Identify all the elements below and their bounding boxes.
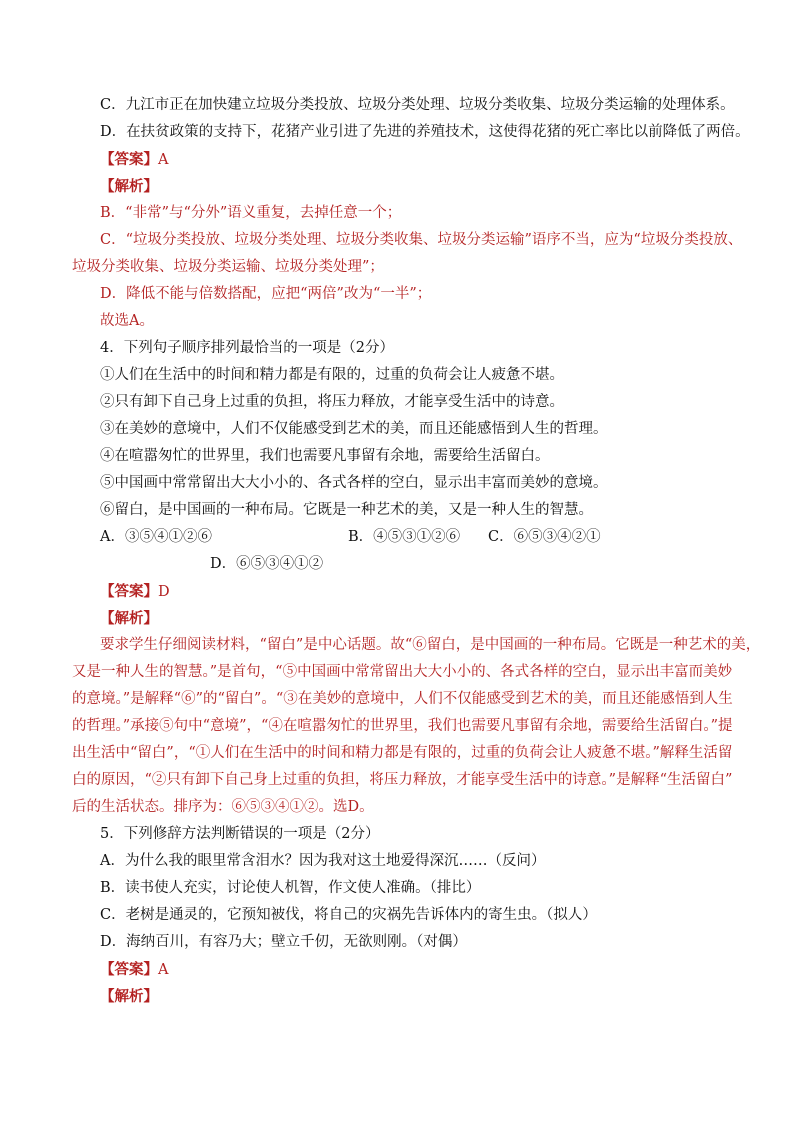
q4-options-row-1 [72, 524, 722, 551]
q3-analysis-line: C．“垃圾分类投放、垃圾分类处理、垃圾分类收集、垃圾分类运输”语序不当，应为“垃圾分类投放、 [100, 232, 743, 248]
q3-analysis-line: B．“非常”与“分外”语义重复，去掉任意一个； [100, 205, 402, 221]
q4-analysis-label: 【解析】 [100, 610, 158, 627]
q4-analysis-line: 的哲理。”承接⑤句中“意境”，“④在喧嚣匆忙的世界里，我们也需要凡事留有余地，需要给生活留白。”提 [72, 718, 733, 734]
q3-analysis-line: 垃圾分类收集、垃圾分类运输、垃圾分类处理”； [72, 259, 384, 275]
answer-label: 【答案】 [100, 961, 158, 978]
answer-value: D [158, 584, 170, 600]
q4-option-d: D．⑥⑤③④①② [210, 556, 324, 572]
q4-analysis-line: 白的原因，“②只有卸下自己身上过重的负担，将压力释放，才能享受生活中的诗意。”是解释“生活留白” [72, 772, 733, 788]
q5-option: D．海纳百川，有容乃大；壁立千仞，无欲则刚。（对偶） [100, 934, 467, 950]
q3-analysis-line: 故选A。 [100, 313, 154, 329]
q4-answer [72, 578, 722, 605]
q4-sentence: ③在美妙的意境中，人们不仅能感受到艺术的美，而且还能感悟到人生的哲理。 [100, 421, 608, 437]
q4-sentence: ②只有卸下自己身上过重的负担，将压力释放，才能享受生活中的诗意。 [100, 394, 564, 410]
q4-option-b: B．④⑤③①②⑥ [348, 529, 461, 545]
q4-analysis-line: 又是一种人生的智慧。”是首句，“⑤中国画中常常留出大大小小的、各式各样的空白，显示出丰富而美妙 [72, 664, 733, 680]
q4-analysis-line: 出生活中“留白”，“①人们在生活中的时间和精力都是有限的，过重的负荷会让人疲惫不堪。”解释生活留 [72, 745, 733, 761]
q3-option-d: D．在扶贫政策的支持下，花猪产业引进了先进的养殖技术，这使得花猪的死亡率比以前降低了两倍。 [100, 124, 750, 140]
answer-value: A [158, 152, 169, 168]
q4-option-a: A．③⑤④①②⑥ [100, 529, 212, 545]
q5-stem: 5．下列修辞方法判断错误的一项是（2分） [100, 826, 380, 842]
page-content [72, 92, 761, 1010]
q4-analysis-line: 要求学生仔细阅读材料，“留白”是中心话题。故“⑥留白，是中国画的一种布局。它既是一种艺术的美， [100, 637, 761, 653]
q3-option-c: C．九江市正在加快建立垃圾分类投放、垃圾分类处理、垃圾分类收集、垃圾分类运输的处理体系。 [100, 97, 735, 113]
q4-sentence: ④在喧嚣匆忙的世界里，我们也需要凡事留有余地，需要给生活留白。 [100, 448, 550, 464]
q3-analysis-line: D．降低不能与倍数搭配，应把“两倍”改为“一半”； [100, 286, 432, 302]
q5-answer [72, 956, 722, 983]
answer-value: A [158, 962, 169, 978]
answer-label: 【答案】 [100, 583, 158, 600]
q5-option: A．为什么我的眼里常含泪水？因为我对这土地爱得深沉……（反问） [100, 853, 546, 869]
q3-answer [72, 146, 722, 173]
q5-option: C．老树是通灵的，它预知被伐，将自己的灾祸先告诉体内的寄生虫。（拟人） [100, 907, 597, 923]
q3-analysis-label: 【解析】 [100, 178, 158, 195]
q4-sentence: ①人们在生活中的时间和精力都是有限的，过重的负荷会让人疲惫不堪。 [100, 367, 564, 383]
q4-analysis [72, 632, 761, 821]
q4-sentence: ⑤中国画中常常留出大大小小的、各式各样的空白，显示出丰富而美妙的意境。 [100, 475, 608, 491]
q4-option-c: C．⑥⑤③④②① [488, 529, 601, 545]
q5-analysis-label: 【解析】 [100, 988, 158, 1005]
answer-label: 【答案】 [100, 151, 158, 168]
q4-analysis-line: 后的生活状态。排序为：⑥⑤③④①②。选D。 [72, 799, 374, 815]
q4-sentence: ⑥留白，是中国画的一种布局。它既是一种艺术的美，又是一种人生的智慧。 [100, 502, 593, 518]
q4-analysis-line: 的意境。”是解释“⑥”的“留白”。“③在美妙的意境中，人们不仅能感受到艺术的美，而且还能感悟到人生 [72, 691, 733, 707]
q4-stem: 4．下列句子顺序排列最恰当的一项是（2分） [100, 340, 394, 356]
q5-option: B．读书使人充实，讨论使人机智，作文使人准确。（排比） [100, 880, 481, 896]
q4-options-row-2 [72, 551, 722, 578]
